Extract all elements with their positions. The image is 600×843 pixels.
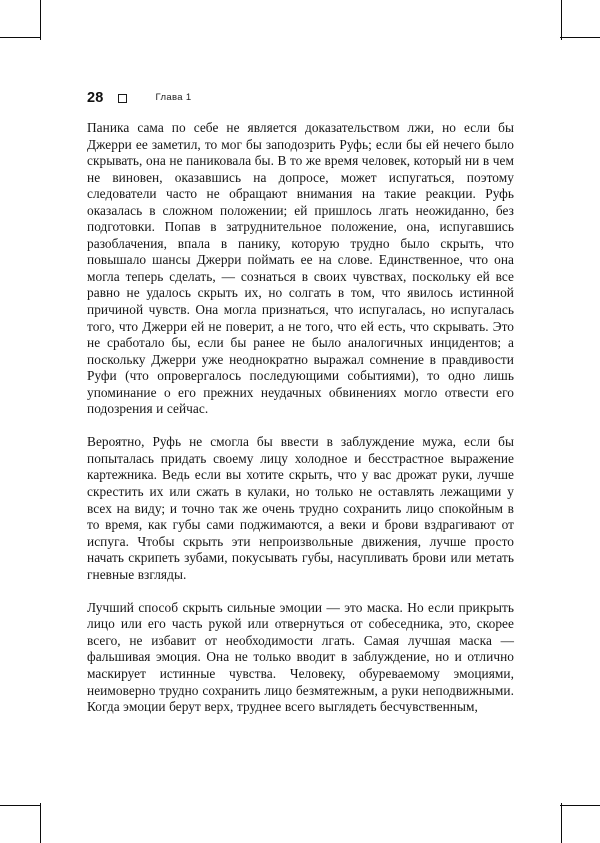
crop-mark-top-left-horizontal: [0, 37, 40, 38]
crop-mark-bottom-right-vertical: [561, 803, 562, 843]
chapter-label: Глава 1: [155, 92, 192, 104]
crop-mark-top-left-vertical: [40, 0, 41, 40]
square-box-glyph-icon: [118, 94, 127, 103]
paragraph: Лучший способ скрыть сильные эмоции — это маска. Но если прикрыть лицо или его часть рукой или отвернуться от собеседника, это, скорее всего, не избавит от необходимости лгать. Самая лучшая маска — фальшивая эмоция. Она не только вводит в заблуждение, но и отлично маскирует истинные чувства. Человеку, обуреваемому эмоциями, неимоверно трудно сохранить лицо безмятежным, а руки неподвижными. Когда эмоции берут верх, труднее всего выглядеть бесчувственным,: [87, 599, 514, 715]
body-text: [87, 120, 514, 716]
crop-mark-top-right-horizontal: [560, 37, 600, 38]
crop-mark-bottom-right-horizontal: [560, 805, 600, 806]
page-number: 28: [87, 89, 104, 106]
paragraph: Паника сама по себе не является доказательством лжи, но если бы Джерри ее заметил, то мог бы заподозрить Руфь; если бы ей нечего было скрывать, она не паниковала бы. В то же время человек, который ни в чем не виновен, оказавшись на допросе, может испугаться, поэтому следователи часто не обращают внимания на такие реакции. Руфь оказалась в сложном положении; ей пришлось лгать неожиданно, без подготовки. Попав в затруднительное положение, она, испугавшись разоблачения, впала в панику, которую трудно было скрыть, что повышало шансы Джерри поймать ее на слове. Единственное, что она могла теперь сделать, — сознаться в своих чувствах, поскольку ей все равно не удалось скрыть их, но солгать в том, что явилось истинной причиной чувств. Она могла признаться, что испугалась, но испугалась того, что Джерри ей не поверит, а не того, что ей есть, что скрывать. Это не сработало бы, если бы ранее не было аналогичных инцидентов; а поскольку Джерри уже неоднократно выражал сомнение в правдивости Руфи (что опровергалось последующими событиями), то одно лишь упоминание о его прежних неудачных обвинениях могло отвести его подозрения и сейчас.: [87, 120, 514, 417]
running-head: [87, 90, 513, 106]
crop-mark-top-right-vertical: [561, 0, 562, 40]
crop-mark-bottom-left-vertical: [40, 803, 41, 843]
crop-mark-bottom-left-horizontal: [0, 805, 40, 806]
paragraph: Вероятно, Руфь не смогла бы ввести в заблуждение мужа, если бы попыталась придать своему лицу холодное и бесстрастное выражение картежника. Ведь если вы хотите скрыть, что у вас дрожат руки, лучше скрестить их или сжать в кулаки, но только не оставлять лежащими у всех на виду; и точно так же очень трудно сохранить лицо спокойным в то время, как губы сами поджимаются, а веки и брови вздрагивают от испуга. Чтобы скрыть эти непроизвольные движения, лучше просто начать скрипеть зубами, покусывать губы, насупливать брови или метать гневные взгляды.: [87, 434, 514, 582]
